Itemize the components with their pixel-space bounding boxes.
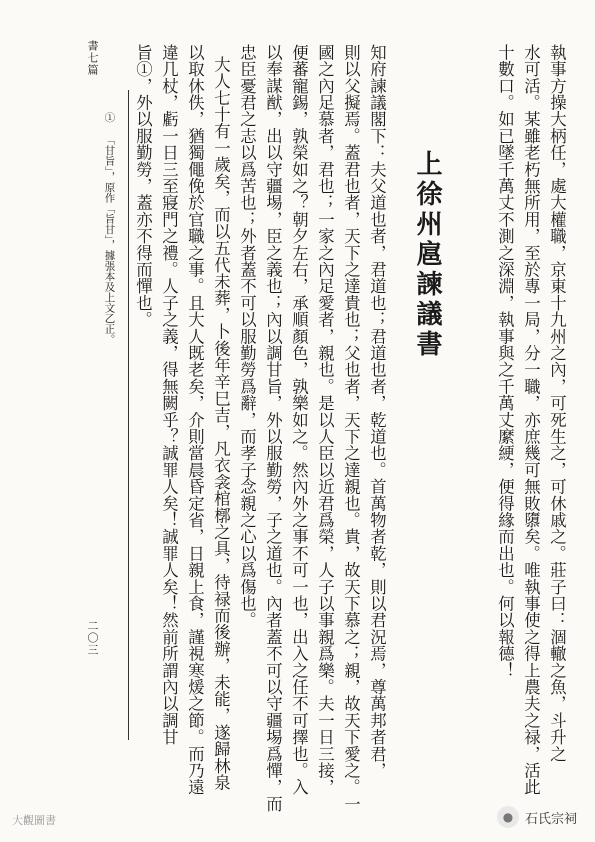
text-line-4: 知府諫議閣下：夫父道也者，君道也；君道也者，乾道也。首萬物者乾，則以君況焉，尊萬邦者君， [367, 44, 387, 779]
text-line-7: 便蕃寵錫，孰榮如之？朝夕左右，承順顏色，孰樂如之。然內外之事不可一也，出入之任不可擇也。入 [289, 44, 309, 796]
footnote-rule [128, 90, 129, 740]
text-line-12: 違几杖，虧一日三至寢門之禮。人子之義，得無闕乎？誠罪人矣！誠罪人矣！然前所謂內以調甘 [159, 44, 179, 746]
text-line-13: 旨①，外以服勤勞，蓋亦不得而憚也。 [133, 44, 153, 328]
watermark-right [497, 806, 577, 828]
text-line-11: 以取休佚，猶獨僶俛於官職之事。且大人既老矣，介則當晨昏定省，日親上食，謹視寒煖之節。而乃遠 [185, 44, 205, 796]
text-line-5: 則以父擬焉。蓋君也者，天下之達貴也；父也者，天下之達親也。貴，故天下慕之；親，故天下愛之。一 [341, 44, 361, 813]
text-line-8: 以奉謀猷，出以守疆埸，臣之義也；內以調甘旨，外以服勤勞，子之道也。內者蓋不可以守疆埸爲憚，而 [263, 44, 283, 813]
text-line-10: 大人七十有一歲矣，而以五代未葬，卜後年辛巳吉，凡衣衾棺槨之具，待禄而後辦，未能，遂歸林泉 [211, 56, 231, 791]
text-line-3: 十數口。如已墜千萬丈不測之深淵，執事與之千萬丈縻綆，便得緣而出也。何以報德！ [495, 44, 515, 679]
text-line-2: 水可活。某雖老朽無所用，至於專一局，分一職，亦庶幾可無敗隳矣。唯執事使之得上農夫之禄，活此 [521, 44, 541, 796]
footnote: ① 「甘旨」，原作「旨甘」，據張本及上文乙正。 [103, 112, 116, 345]
essay-title: 上徐州扈諫議書 [412, 150, 442, 360]
text-line-1: 執事方操大柄任，處大權職，京東十九州之內，可死生之，可休戚之。莊子曰：涸轍之魚，斗升之 [547, 44, 567, 763]
running-header: 書七篇 [86, 40, 99, 76]
text-line-6: 國之內足慕者，君也；一家之內足愛者，親也。是以人臣以近君爲榮，人子以事親爲樂。夫一日三接， [315, 44, 335, 796]
watermark-left: 大觀圖書 [12, 814, 56, 827]
watermark-right-label: 石氏宗祠 [524, 811, 577, 827]
text-line-9: 忠臣憂君之志以爲苦也；外者蓋不可以服勤勞爲辭，而孝子念親之心以爲傷也。 [237, 44, 257, 629]
wechat-icon: ● [497, 806, 519, 828]
page-number: 二〇三 [86, 620, 99, 656]
